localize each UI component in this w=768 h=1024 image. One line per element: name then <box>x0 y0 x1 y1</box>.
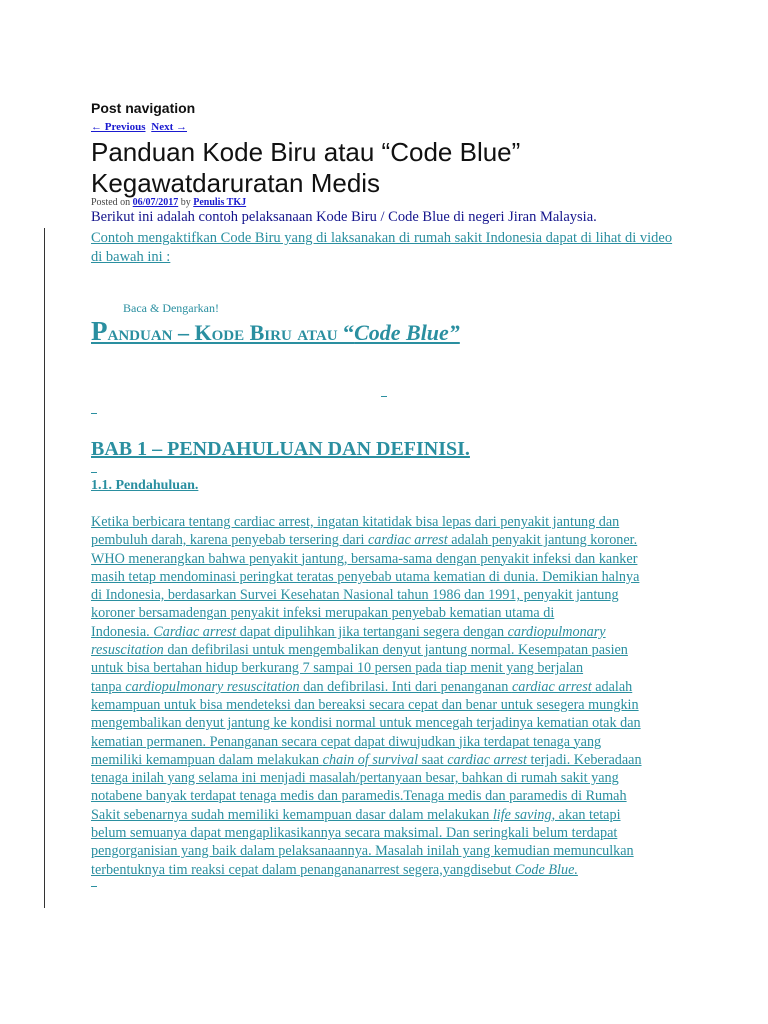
main-title-initial: P <box>91 316 108 346</box>
empty-link-dash[interactable] <box>91 886 97 887</box>
post-navigation-heading: Post navigation <box>91 100 196 116</box>
body-text: dan defibrilasi untuk mengembalikan denyut jantung normal. Kesempatan pasien <box>163 642 628 659</box>
empty-link-dash[interactable] <box>91 413 97 414</box>
body-line[interactable] <box>91 861 691 879</box>
body-text: dan defibrilasi. Inti dari penanganan <box>299 678 512 695</box>
body-text: koroner bersamadengan penyakit infeksi merupakan penyebab kematian utama di <box>91 605 555 622</box>
body-text: notabene banyak terdapat tenaga medis dan paramedis.Tenaga medis dan paramedis di Rumah <box>91 788 627 805</box>
body-text: WHO menerangkan bahwa penyakit jantung, bersama-sama dengan penyakit infeksi dan kanker <box>91 550 638 567</box>
body-line[interactable] <box>91 604 691 622</box>
body-italic-term: resuscitation <box>91 642 164 659</box>
body-text: saat <box>418 751 448 768</box>
main-document-title <box>91 316 460 347</box>
body-text: memiliki kemampuan dalam melakukan <box>91 751 323 768</box>
body-line[interactable] <box>91 751 691 769</box>
body-text: pembuluh darah, karena penyebab tersering dari <box>91 532 368 549</box>
body-italic-term: cardiac arrest <box>511 678 592 695</box>
body-text: dapat dipulihkan jika tertangani segera dengan <box>236 623 508 640</box>
body-italic-term: chain of survival <box>322 751 419 768</box>
by-label: by <box>180 197 191 208</box>
body-line[interactable] <box>91 714 691 732</box>
body-paragraph <box>91 513 691 879</box>
post-meta <box>91 197 246 208</box>
body-text: tenaga inilah yang selama ini menjadi masalah/pertanyaan besar, bahkan di rumah sakit yang <box>91 770 619 787</box>
body-text: Ketika berbicara tentang cardiac arrest, ingatan kitatidak bisa lepas dari penyakit jantung dan <box>91 514 620 530</box>
body-text: adalah penyakit jantung koroner. <box>447 532 638 549</box>
body-italic-term: life saving <box>492 806 552 823</box>
main-title-italic: Code Blue” <box>354 320 460 345</box>
body-line[interactable] <box>91 586 691 604</box>
body-italic-term: cardiac arrest <box>447 751 527 768</box>
empty-link-dash[interactable] <box>381 396 387 397</box>
body-text: tanpa <box>91 678 126 695</box>
body-italic-term: Cardiac arrest <box>153 623 237 640</box>
body-text: Indonesia. <box>91 623 154 640</box>
main-title-text: anduan – Kode Biru atau “ <box>107 320 355 345</box>
body-text: belum semuanya dapat mengaplikasikannya secara maksimal. Dan seringkali belum terdapat <box>91 825 618 842</box>
body-line[interactable] <box>91 513 691 531</box>
body-text: pengorganisian yang baik dalam pelaksanaannya. Masalah inilah yang kemudian memunculkan <box>91 843 634 860</box>
body-text: untuk bisa bertahan hidup berkurang 7 sampai 10 persen pada tiap menit yang berjalan <box>91 660 584 677</box>
baca-dengarkan-label[interactable]: Baca & Dengarkan! <box>123 301 219 315</box>
body-text: kemampuan untuk bisa mendeteksi dan bereaksi secara cepat dan benar untuk sesegera mungkin <box>91 696 639 713</box>
body-italic-term: cardiac arrest <box>367 532 448 549</box>
body-italic-term: cardiopulmonary resuscitation <box>125 678 300 695</box>
author-link[interactable]: Penulis TKJ <box>193 197 247 208</box>
body-line[interactable] <box>91 806 691 824</box>
body-text: terjadi. Keberadaan <box>526 751 642 768</box>
posted-on-label: Posted on <box>91 197 131 208</box>
body-line[interactable] <box>91 733 691 751</box>
post-date-link[interactable]: 06/07/2017 <box>132 197 179 208</box>
video-link[interactable]: Contoh mengaktifkan Code Biru yang di laksanakan di rumah sakit Indonesia dapat di lihat di video di bawah ini : <box>91 230 673 265</box>
post-title: Panduan Kode Biru atau “Code Blue” Kegawatdaruratan Medis <box>91 137 521 198</box>
body-line[interactable] <box>91 769 691 787</box>
body-text: , akan tetapi <box>551 806 621 823</box>
body-line[interactable] <box>91 787 691 805</box>
body-italic-term: Code Blue. <box>514 861 578 878</box>
body-text: di Indonesia, berdasarkan Survei Kesehatan Nasional tahun 1986 dan 1991, penyakit jantung <box>91 587 619 604</box>
body-line[interactable] <box>91 659 691 677</box>
body-text: kematian permanen. Penanganan secara cepat dapat diwujudkan jika terdapat tenaga yang <box>91 733 602 750</box>
body-italic-term: cardiopulmonary <box>507 623 606 640</box>
previous-link[interactable]: ← Previous <box>91 121 146 133</box>
body-text: adalah <box>591 678 633 695</box>
body-text: Sakit sebenarnya sudah memiliki kemampuan dasar dalam melakukan <box>91 806 493 823</box>
body-line[interactable] <box>91 842 691 860</box>
body-line[interactable] <box>91 678 691 696</box>
left-border-line <box>44 228 45 908</box>
body-line[interactable] <box>91 696 691 714</box>
body-line[interactable] <box>91 824 691 842</box>
body-line[interactable] <box>91 550 691 568</box>
section-subheading: 1.1. Pendahuluan. <box>91 478 199 493</box>
body-text: terbentuknya tim reaksi cepat dalam penangananarrest segera,yangdisebut <box>91 861 515 878</box>
body-text: mengembalikan denyut jantung ke kondisi normal untuk mencegah terjadinya kematian otak dan <box>91 715 641 732</box>
intro-text: Berikut ini adalah contoh pelaksanaan Kode Biru / Code Blue di negeri Jiran Malaysia. <box>91 209 597 225</box>
chapter-heading: BAB 1 – PENDAHULUAN DAN DEFINISI. <box>91 438 470 460</box>
body-text: masih tetap mendominasi peringkat teratas penyebab utama kematian di dunia. Demikian halnya <box>91 568 640 585</box>
next-link[interactable]: Next → <box>151 121 187 133</box>
body-line[interactable] <box>91 623 691 641</box>
video-paragraph <box>91 229 681 267</box>
post-navigation-links <box>91 121 190 133</box>
body-line[interactable] <box>91 568 691 586</box>
body-line[interactable] <box>91 641 691 659</box>
empty-link-dash[interactable] <box>91 472 97 473</box>
body-line[interactable] <box>91 531 691 549</box>
